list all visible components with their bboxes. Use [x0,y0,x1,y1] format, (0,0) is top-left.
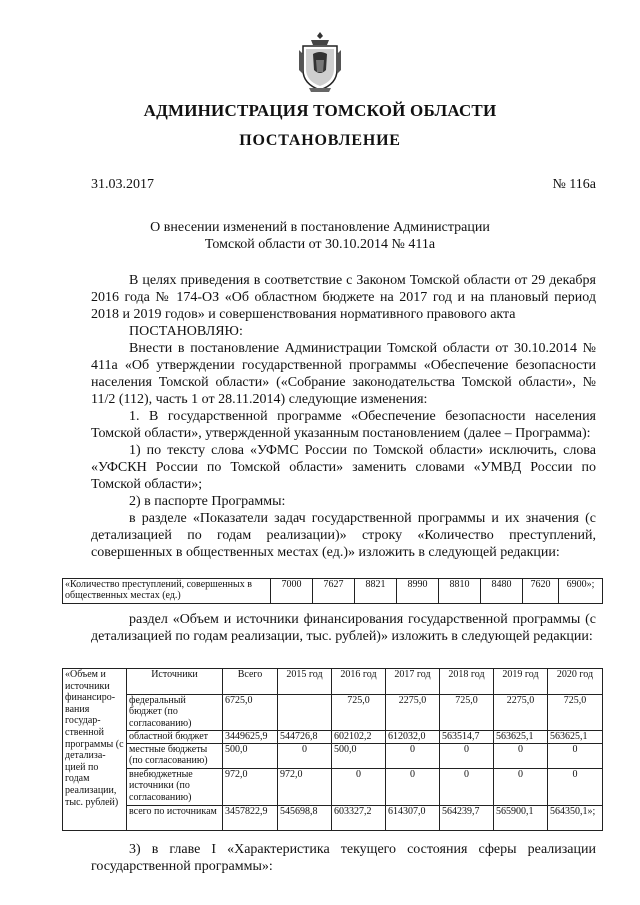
table-header: Всего [223,669,278,695]
table-cell: 0 [440,744,494,769]
paragraph: ПОСТАНОВЛЯЮ: [129,324,243,339]
body-text [91,841,596,875]
table-cell: всего по источникам [127,806,223,831]
table-cell: 725,0 [440,695,494,731]
table-cell: 563625,1 [494,731,548,744]
subject-line: О внесении изменений в постановление Администрации [150,220,490,235]
paragraph: 1) по тексту слова «УФМС России по Томской области» исключить, слова «УФСКН России по Томской области» заменить словами «УМВД России по Томской области»; [91,443,596,492]
table-cell: 563514,7 [440,731,494,744]
organization-title: АДМИНИСТРАЦИЯ ТОМСКОЙ ОБЛАСТИ [143,101,497,120]
table-header: 2017 год [386,669,440,695]
table-cell: 0 [278,744,332,769]
table-cell-row-label: «Объем и источники финансиро-вания государ-ственной программы (с детализа-цией по годам реализации, тыс. рублей) [63,669,127,831]
table-cell: 0 [440,769,494,806]
table-cell: 8810 [439,579,481,604]
document-subject [120,219,520,253]
table-cell: 0 [548,769,603,806]
body-text [91,272,596,561]
table-cell: 603327,2 [332,806,386,831]
table-header: 2019 год [494,669,548,695]
subject-line: Томской области от 30.10.2014 № 411а [204,237,436,252]
table-cell: 7000 [271,579,313,604]
body-text [91,611,596,645]
table-cell: 545698,8 [278,806,332,831]
table-cell: «Количество преступлений, совершенных в общественных местах (ед.) [63,579,271,604]
table-cell: 500,0 [223,744,278,769]
table-cell: 0 [494,769,548,806]
table-header: Источники [127,669,223,695]
table-cell: 3457822,9 [223,806,278,831]
table-header: 2015 год [278,669,332,695]
tomsk-coat-of-arms-icon [299,30,341,92]
table-cell: федеральный бюджет (по согласованию) [127,695,223,731]
document-number: № 116а [552,177,596,192]
table-header-row [63,669,603,695]
table-cell: областной бюджет [127,731,223,744]
table-cell [278,695,332,731]
table-cell: 3449625,9 [223,731,278,744]
table-cell: 6725,0 [223,695,278,731]
table-cell: 565900,1 [494,806,548,831]
table-cell: 563625,1 [548,731,603,744]
table-row [63,744,603,769]
table-cell: 6900»; [559,579,603,604]
table-cell: 0 [548,744,603,769]
document-date: 31.03.2017 [91,177,154,192]
table-cell: 725,0 [332,695,386,731]
paragraph: 3) в главе I «Характеристика текущего состояния сферы реализации государственной программы»: [91,842,596,874]
finance-table [62,668,603,831]
table-cell: 564239,7 [440,806,494,831]
table-cell: 8990 [397,579,439,604]
table-cell: внебюджетные источники (по согласованию) [127,769,223,806]
table-cell: 500,0 [332,744,386,769]
table-cell: 972,0 [278,769,332,806]
paragraph: 1. В государственной программе «Обеспечение безопасности населения Томской области», утвержденной указанным постановлением (далее – Программа): [91,409,596,441]
table-cell: 0 [494,744,548,769]
table-cell: местные бюджеты (по согласованию) [127,744,223,769]
table-cell: 7627 [313,579,355,604]
table-cell: 0 [386,769,440,806]
paragraph: раздел «Объем и источники финансирования государственной программы (с детализацией по годам реализации, тыс. рублей)» изложить в следующей редакции: [91,612,596,644]
table-cell: 8821 [355,579,397,604]
table-row [63,579,603,604]
table-cell: 7620 [523,579,559,604]
paragraph: Внести в постановление Администрации Томской области от 30.10.2014 № 411а «Об утверждении государственной программы «Обеспечение безопасности населения Томской области» («Собрание законодательства Томской области», № 11/2 (112), часть 1 от 28.11.2014) следующие изменения: [91,341,596,407]
table-cell: 972,0 [223,769,278,806]
table-row [63,695,603,731]
table-row [63,806,603,831]
paragraph: в разделе «Показатели задач государственной программы и их значения (с детализацией по годам реализации)» строку «Количество преступлений, совершенных в общественных местах (ед.)» изложить в следующей редакции: [91,511,596,560]
table-cell: 0 [332,769,386,806]
table-cell: 612032,0 [386,731,440,744]
table-cell: 0 [386,744,440,769]
document-type: ПОСТАНОВЛЕНИЕ [239,132,401,149]
indicator-table [62,578,603,604]
table-header: 2018 год [440,669,494,695]
paragraph: В целях приведения в соответствие с Законом Томской области от 29 декабря 2016 года № 174-ОЗ «Об областном бюджете на 2017 год и на плановый период 2018 и 2019 годов» и совершенствования нормативного правового акта [91,273,596,322]
table-header: 2020 год [548,669,603,695]
table-cell: 564350,1»; [548,806,603,831]
table-cell: 725,0 [548,695,603,731]
table-cell: 544726,8 [278,731,332,744]
table-cell: 614307,0 [386,806,440,831]
table-header: 2016 год [332,669,386,695]
table-cell: 602102,2 [332,731,386,744]
paragraph: 2) в паспорте Программы: [129,494,286,509]
table-cell: 2275,0 [386,695,440,731]
table-row [63,769,603,806]
table-row [63,731,603,744]
table-cell: 2275,0 [494,695,548,731]
table-cell: 8480 [481,579,523,604]
